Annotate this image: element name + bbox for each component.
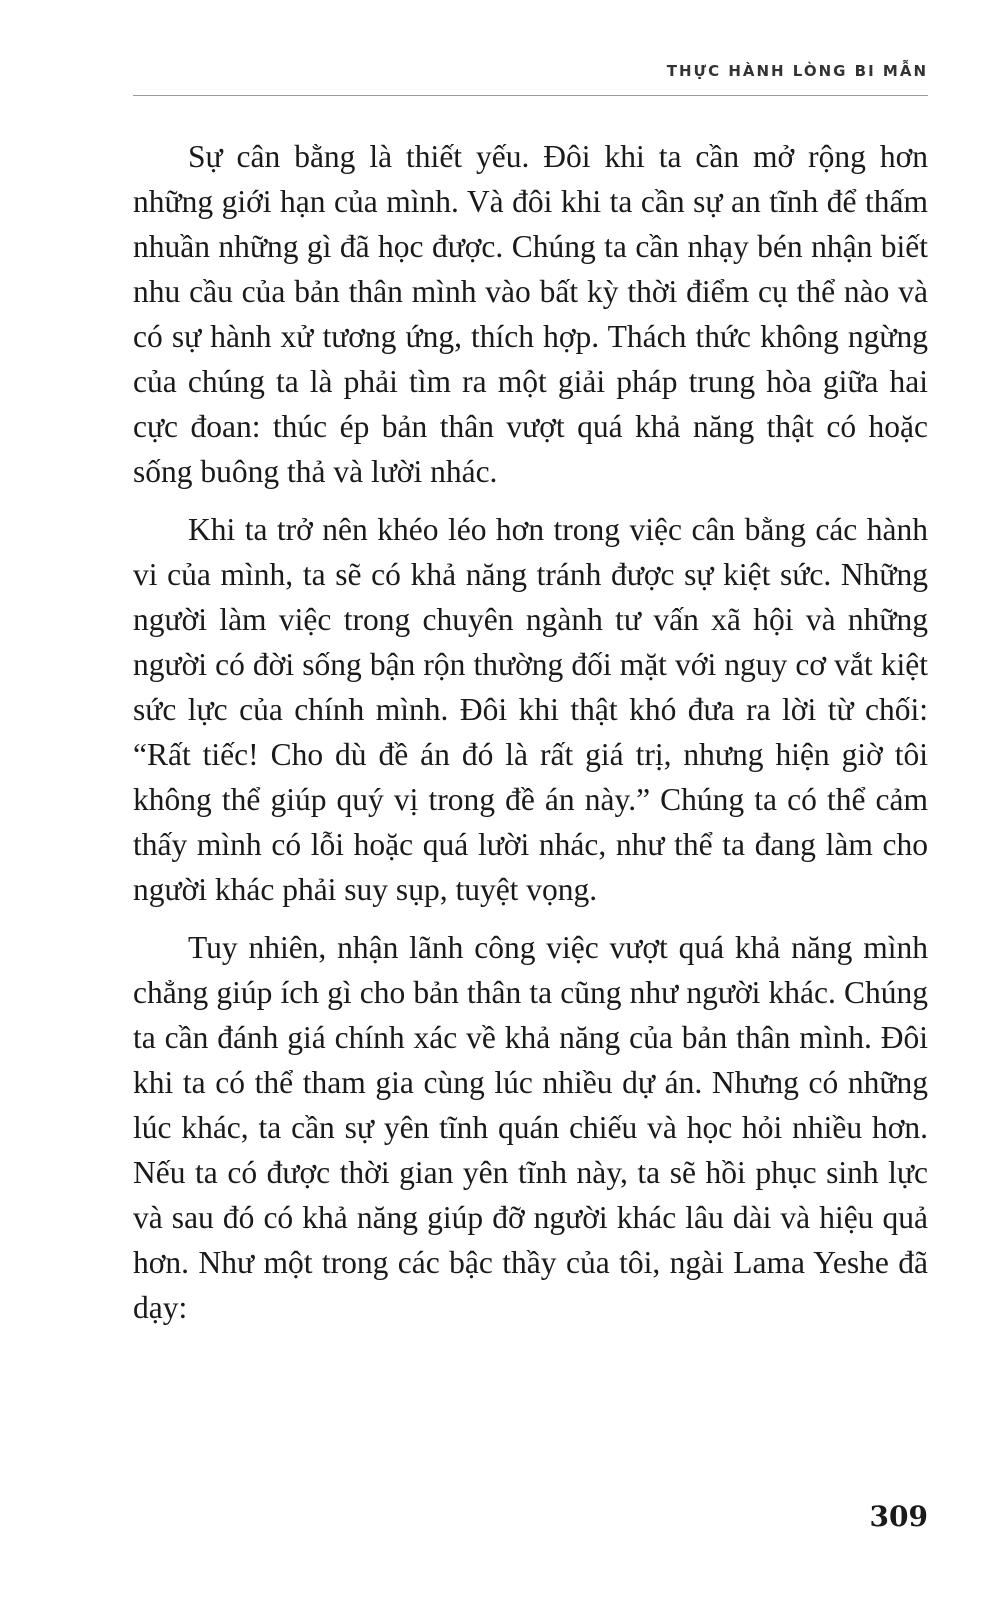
header-divider xyxy=(133,95,928,96)
running-header-title: THỰC HÀNH LÒNG BI MẪN xyxy=(666,62,928,80)
page-number: 309 xyxy=(869,1500,928,1533)
page-body xyxy=(133,134,928,1343)
paragraph-2: Khi ta trở nên khéo léo hơn trong việc cân bằng các hành vi của mình, ta sẽ có khả năng tránh được sự kiệt sức. Những người làm việc trong chuyên ngành tư vấn xã hội và những người có đời sống bận rộn thường đối mặt với nguy cơ vắt kiệt sức lực của chính mình. Đôi khi thật khó đưa ra lời từ chối: “Rất tiếc! Cho dù đề án đó là rất giá trị, nhưng hiện giờ tôi không thể giúp quý vị trong đề án này.” Chúng ta có thể cảm thấy mình có lỗi hoặc quá lười nhác, như thể ta đang làm cho người khác phải suy sụp, tuyệt vọng. xyxy=(133,512,928,907)
paragraph-1: Sự cân bằng là thiết yếu. Đôi khi ta cần mở rộng hơn những giới hạn của mình. Và đôi khi ta cần sự an tĩnh để thấm nhuần những gì đã học được. Chúng ta cần nhạy bén nhận biết nhu cầu của bản thân mình vào bất kỳ thời điểm cụ thể nào và có sự hành xử tương ứng, thích hợp. Thách thức không ngừng của chúng ta là phải tìm ra một giải pháp trung hòa giữa hai cực đoan: thúc ép bản thân vượt quá khả năng thật có hoặc sống buông thả và lười nhác. xyxy=(133,139,928,489)
paragraph-3: Tuy nhiên, nhận lãnh công việc vượt quá khả năng mình chẳng giúp ích gì cho bản thân ta cũng như người khác. Chúng ta cần đánh giá chính xác về khả năng của bản thân mình. Đôi khi ta có thể tham gia cùng lúc nhiều dự án. Nhưng có những lúc khác, ta cần sự yên tĩnh quán chiếu và học hỏi nhiều hơn. Nếu ta có được thời gian yên tĩnh này, ta sẽ hồi phục sinh lực và sau đó có khả năng giúp đỡ người khác lâu dài và hiệu quả hơn. Như một trong các bậc thầy của tôi, ngài Lama Yeshe đã dạy: xyxy=(133,930,928,1325)
